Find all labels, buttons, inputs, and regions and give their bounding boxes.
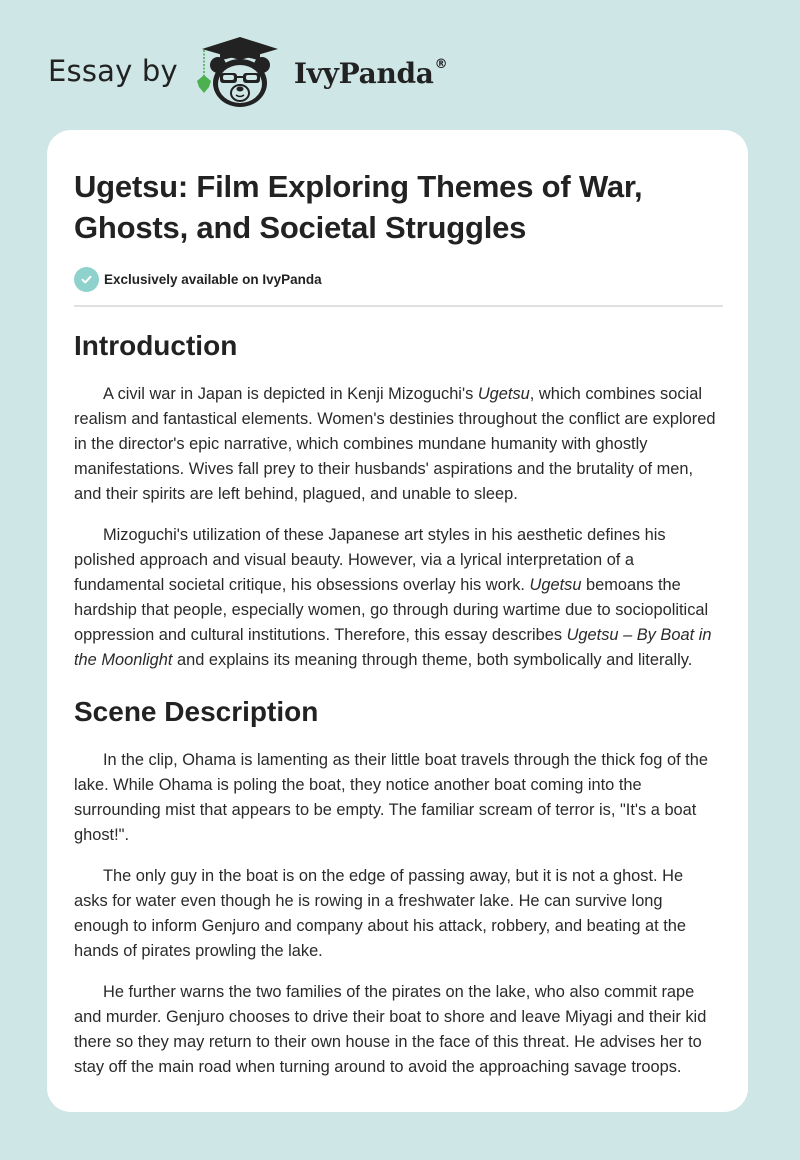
brand-name: IvyPanda® [293, 56, 448, 90]
paragraph: In the clip, Ohama is lamenting as their little boat travels through the thick fog of the lake. While Ohama is poling the boat, they notice another boat coming into the surrounding mist that appears to be empty. The familiar scream of terror is, "It's a boat ghost!". [74, 751, 708, 844]
registered-mark: ® [434, 57, 448, 73]
essay-by-label: Essay by [48, 54, 178, 88]
section-heading-introduction: Introduction [74, 330, 238, 361]
paragraph: Mizoguchi's utilization of these Japanese art styles in his aesthetic defines his polished approach and visual beauty. However, via a lyrical interpretation of a fundamental societal critique, his obsessions overlay his work. Ugetsu bemoans the hardship that people, especially women, go through during wartime due to sociopolitical oppression and cultural institutions. Therefore, this essay describes Ugetsu – By Boat in the Moonlight and explains its meaning through theme, both symbolically and literally. [74, 526, 712, 669]
page-title: Ugetsu: Film Exploring Themes of War, Ghosts, and Societal Struggles [74, 169, 643, 245]
exclusive-badge-text: Exclusively available on IvyPanda [104, 271, 322, 287]
paragraph: The only guy in the boat is on the edge of passing away, but it is not a ghost. He asks for water even though he is rowing in a freshwater lake. He can survive long enough to inform Genjuro and company about his attack, robbery, and beating at the hands of pirates prowling the lake. [74, 867, 687, 960]
check-circle-icon [74, 267, 99, 292]
section-heading-scene-description: Scene Description [74, 696, 319, 727]
exclusive-badge [74, 266, 721, 292]
paragraph: He further warns the two families of the pirates on the lake, who also commit rape and murder. Genjuro chooses to drive their boat to shore and leave Miyagi and their kid there so they may return to their own house in the face of this threat. He advises her to stay off the main road when turning around to avoid the approaching savage troops. [74, 983, 707, 1076]
panda-graduate-logo-icon [192, 33, 288, 111]
essay-card [47, 130, 748, 1112]
paragraph: A civil war in Japan is depicted in Kenji Mizoguchi's Ugetsu, which combines social realism and fantastical elements. Women's destinies throughout the conflict are explored in the director's epic narrative, which combines mundane humanity with ghostly manifestations. Wives fall prey to their husbands' aspirations and the brutality of men, and their spirits are left behind, plagued, and unable to sleep. [74, 385, 716, 503]
divider [74, 305, 723, 307]
brand-header [48, 34, 447, 110]
